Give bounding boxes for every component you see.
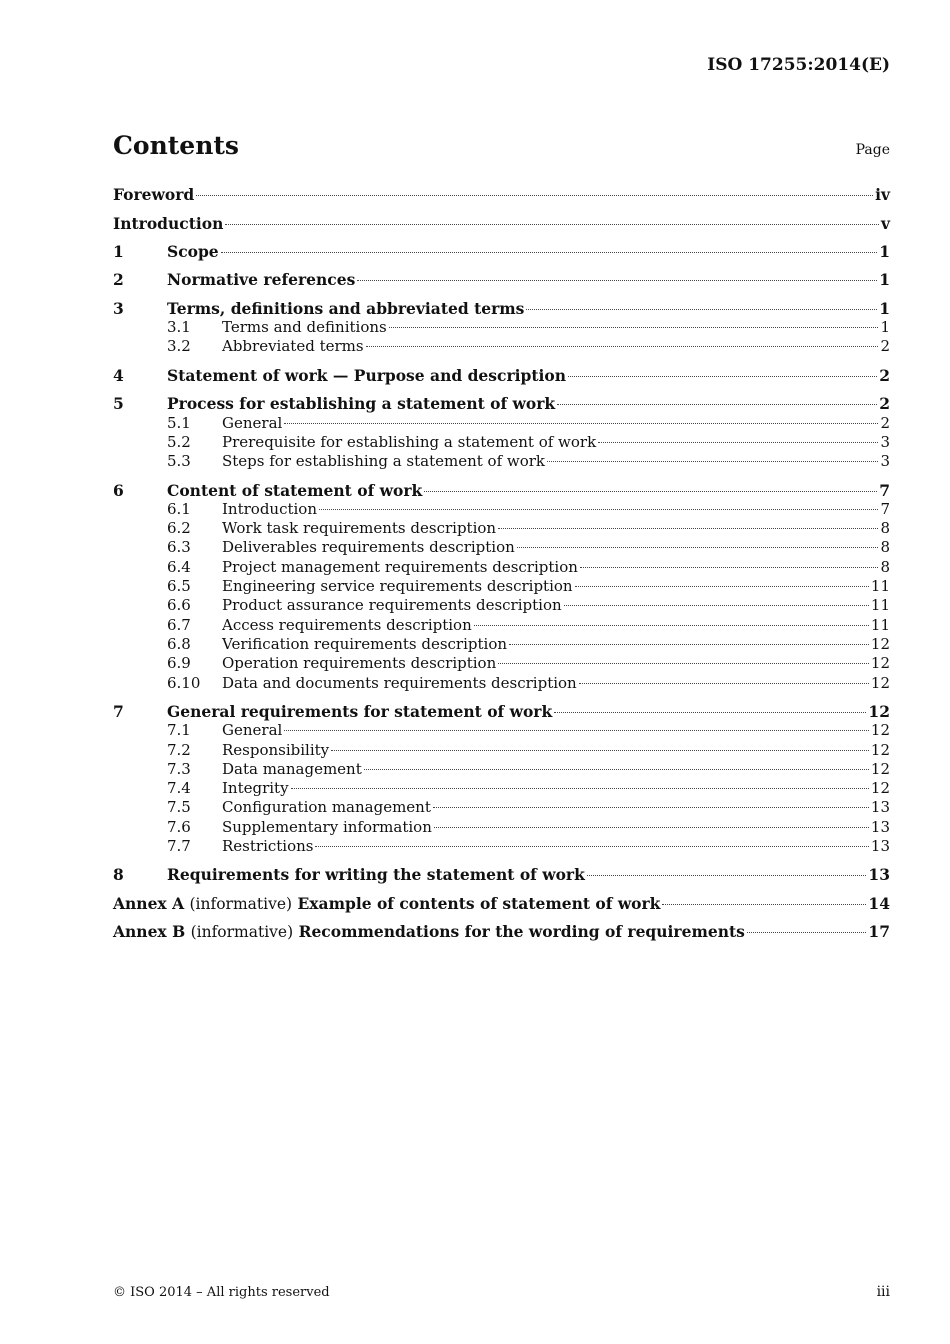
dot-leader: [557, 404, 877, 405]
clause-title: Requirements for writing the statement of work: [167, 865, 585, 885]
subclause-number: 3.1: [167, 318, 191, 337]
toc-subclause[interactable]: [113, 577, 890, 597]
clause-number: 5: [113, 394, 124, 414]
clause-title: Statement of work — Purpose and description: [167, 365, 566, 385]
subclause-page: 3: [880, 432, 890, 451]
toc-clause[interactable]: [113, 366, 890, 386]
subclause-number: 7.3: [167, 759, 191, 778]
toc-subclause[interactable]: [113, 616, 890, 636]
toc-subclause[interactable]: [113, 837, 890, 857]
subclause-page: 7: [880, 499, 890, 518]
subclause-title: Product assurance requirements description: [222, 596, 562, 615]
toc-clause[interactable]: [113, 299, 890, 319]
subclause-number: 7.1: [167, 721, 191, 740]
toc-entry-title: Foreword: [113, 185, 195, 204]
subclause-page: 1: [880, 318, 890, 337]
subclause-page: 12: [870, 721, 890, 740]
subclause-title: Prerequisite for establishing a statement of work: [222, 432, 597, 451]
dot-leader: [434, 827, 869, 828]
subclause-number: 7.2: [167, 740, 191, 759]
subclause-title: Supplementary information: [222, 817, 432, 836]
dot-leader: [598, 442, 878, 443]
clause-number: 2: [113, 270, 124, 290]
dot-leader: [357, 280, 877, 281]
subclause-page: 11: [870, 577, 890, 595]
subclause-page: 13: [870, 837, 890, 855]
subclause-number: 3.2: [167, 337, 191, 356]
toc-subclause[interactable]: [113, 414, 890, 434]
dot-leader: [662, 904, 866, 905]
clause-page: 1: [879, 270, 890, 290]
page-title: Contents: [113, 131, 240, 160]
subclause-page: 11: [870, 615, 890, 634]
dot-leader: [221, 252, 878, 253]
dot-leader: [509, 644, 869, 645]
dot-leader: [517, 547, 879, 548]
dot-leader: [433, 807, 869, 808]
toc-subclause[interactable]: [113, 798, 890, 818]
dot-leader: [498, 663, 869, 664]
subclause-page: 12: [870, 654, 890, 673]
clause-title: Content of statement of work: [167, 480, 423, 500]
annex-kind: (informative): [190, 923, 294, 942]
toc-entry-page: iv: [875, 185, 890, 204]
clause-page: 1: [879, 242, 890, 261]
subclause-title: General: [222, 413, 283, 432]
subclause-page: 12: [870, 779, 890, 798]
subclause-page: 8: [880, 538, 890, 557]
dot-leader: [315, 846, 868, 847]
annex-title: Recommendations for the wording of requirements: [298, 922, 745, 942]
dot-leader: [580, 567, 879, 568]
toc-annex[interactable]: [113, 922, 890, 942]
clause-number: 3: [113, 298, 124, 318]
subclause-title: Data management: [222, 759, 362, 778]
subclause-page: 2: [880, 337, 890, 356]
dot-leader: [196, 195, 873, 196]
toc-subclause[interactable]: [113, 452, 890, 472]
clause-page: 1: [879, 298, 890, 318]
dot-leader: [364, 769, 869, 770]
subclause-number: 6.3: [167, 538, 191, 557]
subclause-title: General: [222, 721, 283, 740]
clause-page: 7: [879, 480, 890, 500]
subclause-title: Restrictions: [222, 837, 314, 855]
clause-title: Process for establishing a statement of work: [167, 394, 556, 414]
subclause-page: 12: [870, 740, 890, 759]
toc-subclause[interactable]: [113, 779, 890, 799]
toc-subclause[interactable]: [113, 500, 890, 520]
subclause-title: Terms and definitions: [222, 318, 387, 337]
subclause-title: Abbreviated terms: [222, 337, 364, 356]
annex-heading: [113, 894, 660, 913]
dot-leader: [498, 528, 878, 529]
clause-number: 4: [113, 365, 124, 385]
toc-subclause[interactable]: [113, 337, 890, 357]
dot-leader: [319, 509, 878, 510]
annex-page: 17: [868, 922, 890, 942]
dot-leader: [568, 376, 877, 377]
subclause-number: 6.7: [167, 615, 191, 634]
toc-subclause[interactable]: [113, 318, 890, 338]
subclause-page: 13: [870, 817, 890, 836]
subclause-number: 6.2: [167, 519, 191, 538]
toc-entry[interactable]: [113, 214, 890, 234]
subclause-number: 7.6: [167, 817, 191, 836]
subclause-number: 6.6: [167, 596, 191, 615]
subclause-page: 11: [870, 596, 890, 615]
toc-subclause[interactable]: [113, 674, 890, 694]
dot-leader: [284, 730, 869, 731]
subclause-title: Project management requirements description: [222, 557, 578, 576]
toc-clause[interactable]: [113, 481, 890, 501]
toc-subclause[interactable]: [113, 596, 890, 616]
annex-page: 14: [868, 893, 890, 913]
toc-entry[interactable]: [113, 185, 890, 205]
dot-leader: [424, 491, 877, 492]
toc-clause[interactable]: [113, 865, 890, 885]
dot-leader: [474, 625, 869, 626]
annex-label: Annex A: [113, 893, 185, 913]
subclause-number: 6.1: [167, 499, 191, 518]
page-number: iii: [876, 1284, 890, 1300]
copyright-footer: © ISO 2014 – All rights reserved: [113, 1285, 330, 1300]
subclause-title: Work task requirements description: [222, 519, 497, 538]
toc-clause[interactable]: [113, 394, 890, 414]
subclause-page: 3: [880, 452, 890, 471]
subclause-title: Access requirements description: [222, 615, 472, 634]
toc-clause[interactable]: [113, 270, 890, 290]
dot-leader: [564, 605, 869, 606]
clause-number: 8: [113, 865, 124, 885]
subclause-page: 8: [880, 519, 890, 538]
dot-leader: [587, 875, 867, 876]
toc-entry-title: Introduction: [113, 213, 224, 233]
subclause-page: 12: [870, 673, 890, 692]
subclause-title: Operation requirements description: [222, 654, 497, 673]
subclause-title: Verification requirements description: [222, 634, 508, 653]
subclause-number: 6.10: [167, 673, 201, 692]
clause-page: 2: [879, 394, 890, 414]
clause-page: 12: [868, 701, 890, 721]
annex-kind: (informative): [189, 894, 293, 913]
clause-number: 7: [113, 701, 124, 721]
subclause-number: 7.4: [167, 779, 191, 798]
toc-clause[interactable]: [113, 242, 890, 262]
subclause-page: 12: [870, 634, 890, 653]
annex-heading: [113, 922, 745, 941]
subclause-number: 7.5: [167, 798, 191, 817]
toc-subclause[interactable]: [113, 760, 890, 780]
dot-leader: [331, 750, 869, 751]
subclause-page: 13: [870, 798, 890, 817]
toc-subclause[interactable]: [113, 538, 890, 558]
toc-entry-page: v: [880, 213, 890, 233]
clause-page: 13: [868, 865, 890, 885]
dot-leader: [554, 712, 866, 713]
subclause-title: Engineering service requirements description: [222, 577, 573, 595]
subclause-title: Steps for establishing a statement of work: [222, 452, 546, 471]
subclause-page: 8: [880, 557, 890, 576]
toc-subclause[interactable]: [113, 741, 890, 761]
subclause-number: 6.9: [167, 654, 191, 673]
dot-leader: [389, 327, 879, 328]
subclause-title: Data and documents requirements description: [222, 673, 577, 692]
dot-leader: [547, 461, 878, 462]
toc-subclause[interactable]: [113, 433, 890, 453]
subclause-page: 12: [870, 759, 890, 778]
subclause-page: 2: [880, 413, 890, 432]
dot-leader: [366, 346, 879, 347]
subclause-number: 5.2: [167, 432, 191, 451]
subclause-number: 5.1: [167, 413, 191, 432]
subclause-title: Deliverables requirements description: [222, 538, 515, 557]
clause-title: General requirements for statement of work: [167, 701, 553, 721]
subclause-number: 6.4: [167, 557, 191, 576]
dot-leader: [291, 788, 869, 789]
clause-number: 6: [113, 480, 124, 500]
toc-clause[interactable]: [113, 702, 890, 722]
clause-number: 1: [113, 242, 124, 261]
toc-subclause[interactable]: [113, 721, 890, 741]
toc-annex[interactable]: [113, 894, 890, 914]
dot-leader: [747, 932, 867, 933]
dot-leader: [575, 586, 869, 587]
subclause-number: 6.5: [167, 577, 191, 595]
subclause-number: 5.3: [167, 452, 191, 471]
annex-title: Example of contents of statement of work: [297, 893, 661, 913]
dot-leader: [579, 683, 869, 684]
toc-subclause[interactable]: [113, 654, 890, 674]
subclause-title: Configuration management: [222, 798, 431, 817]
toc-subclause[interactable]: [113, 558, 890, 578]
subclause-title: Integrity: [222, 779, 289, 798]
dot-leader: [284, 423, 878, 424]
page-column-label: Page: [855, 142, 890, 158]
clause-title: Scope: [167, 242, 219, 261]
annex-label: Annex B: [113, 922, 186, 942]
subclause-number: 7.7: [167, 837, 191, 855]
dot-leader: [526, 309, 877, 310]
subclause-title: Introduction: [222, 499, 317, 518]
subclause-title: Responsibility: [222, 740, 330, 759]
clause-page: 2: [879, 365, 890, 385]
document-header: ISO 17255:2014(E): [707, 55, 890, 75]
clause-title: Terms, definitions and abbreviated terms: [167, 298, 525, 318]
toc-subclause[interactable]: [113, 519, 890, 539]
toc-subclause[interactable]: [113, 635, 890, 655]
toc-subclause[interactable]: [113, 818, 890, 838]
subclause-number: 6.8: [167, 634, 191, 653]
dot-leader: [225, 224, 879, 225]
clause-title: Normative references: [167, 270, 356, 290]
